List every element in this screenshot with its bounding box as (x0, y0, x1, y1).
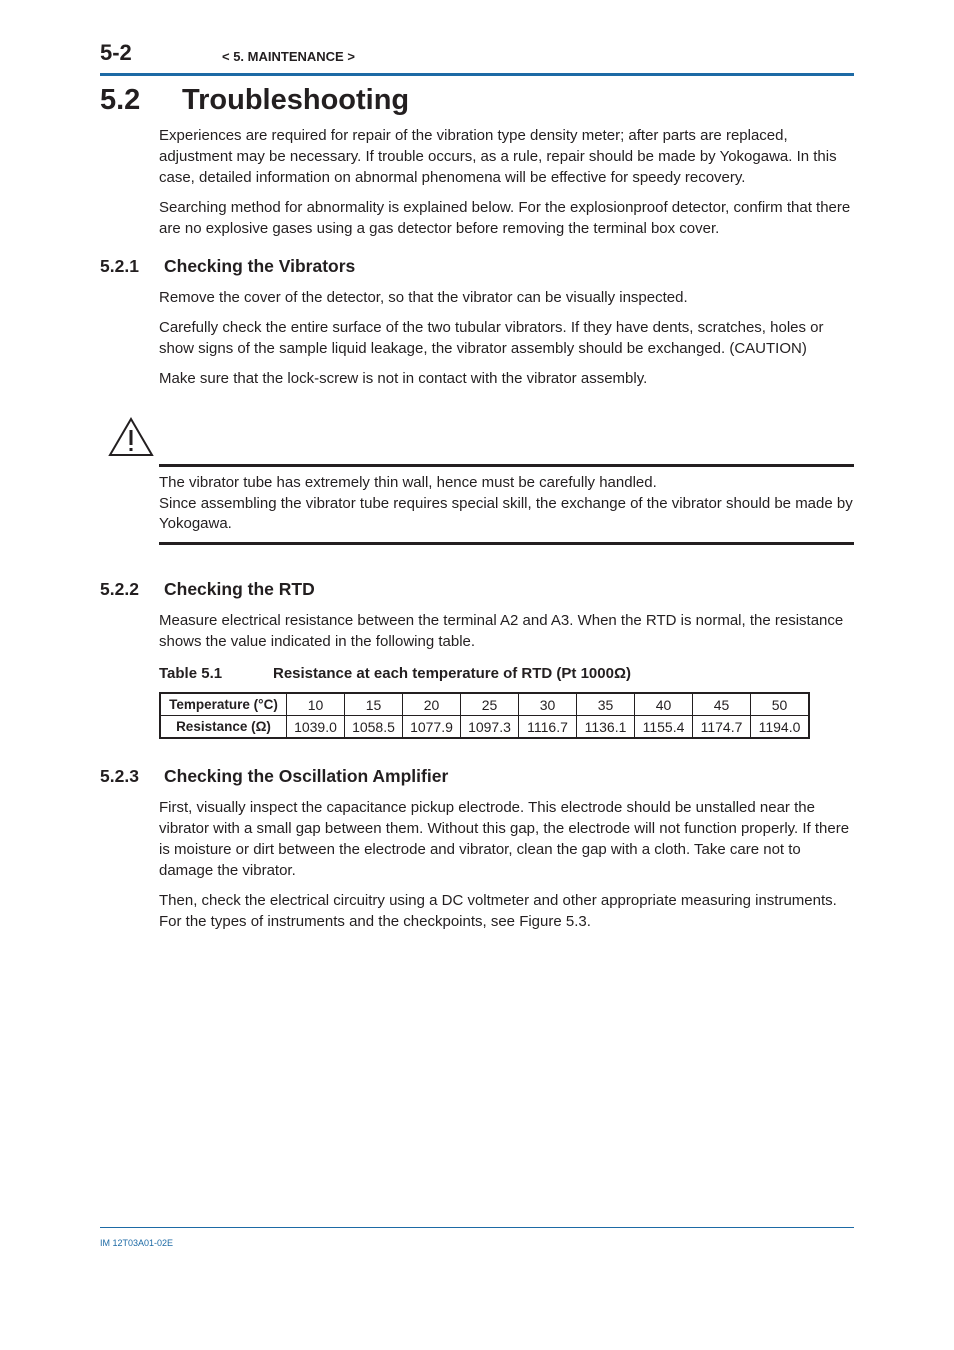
table-cell: 1155.4 (635, 716, 693, 739)
table-cell: 15 (345, 693, 403, 716)
rtd-table (159, 692, 810, 739)
subsection-heading-amplifier (100, 766, 448, 787)
paragraph: Searching method for abnormality is explained below. For the explosionproof detector, confirm that there are no explosive gases using a gas detector before removing the terminal box cover. (159, 199, 851, 237)
table-cell: 1039.0 (287, 716, 345, 739)
section-intro (159, 125, 859, 239)
row-header-resistance: Resistance (Ω) (160, 716, 287, 739)
subsection-title: Checking the RTD (164, 579, 315, 599)
table-title: Resistance at each temperature of RTD (Pt 1000Ω) (273, 665, 631, 682)
table-cell: 20 (403, 693, 461, 716)
table-cell: 1116.7 (519, 716, 577, 739)
page-number: 5-2 (100, 40, 132, 65)
subsection-heading-vibrators (100, 256, 355, 277)
subsection-title: Checking the Vibrators (164, 256, 356, 276)
table-cell: 10 (287, 693, 345, 716)
table-cell: 35 (577, 693, 635, 716)
table-cell: 1194.0 (751, 716, 810, 739)
table-cell: 1174.7 (693, 716, 751, 739)
subsection-number: 5.2.3 (100, 766, 139, 786)
paragraph: Then, check the electrical circuitry using a DC voltmeter and other appropriate measuring instruments. For the types of instruments and the checkpoints, see Figure 5.3. (159, 892, 837, 930)
header-rule (100, 73, 854, 76)
subsection-number: 5.2.1 (100, 256, 139, 276)
chapter-title: < 5. MAINTENANCE > (222, 49, 355, 64)
paragraph: Remove the cover of the detector, so that the vibrator can be visually inspected. (159, 289, 688, 306)
table-cell: 25 (461, 693, 519, 716)
subsection-heading-rtd (100, 579, 315, 600)
section-heading (100, 84, 409, 117)
section-number: 5.2 (100, 84, 141, 116)
table-row (160, 716, 809, 739)
paragraph: Carefully check the entire surface of the two tubular vibrators. If they have dents, scratches, holes or show signs of the sample liquid leakage, the vibrator assembly should be exchanged. (CAUTION) (159, 319, 824, 357)
table-cell: 1097.3 (461, 716, 519, 739)
table-cell: 30 (519, 693, 577, 716)
rtd-body (159, 610, 859, 652)
subsection-title: Checking the Oscillation Amplifier (164, 766, 449, 786)
section-title: Troubleshooting (182, 84, 410, 116)
amplifier-body (159, 797, 859, 932)
table-cell: 1058.5 (345, 716, 403, 739)
table-row (160, 693, 809, 716)
paragraph: Make sure that the lock-screw is not in contact with the vibrator assembly. (159, 370, 648, 387)
document-id: IM 12T03A01-02E (100, 1238, 174, 1248)
table-label: Table 5.1 (159, 665, 223, 682)
caution-text (159, 473, 854, 535)
caution-line: Since assembling the vibrator tube requires special skill, the exchange of the vibrator should be made by Yokogawa. (159, 494, 853, 532)
paragraph: First, visually inspect the capacitance pickup electrode. This electrode should be unstalled near the vibrator with a small gap between them. Without this gap, the electrode will not function properly. If there is moisture or dirt between the electrode and vibrator, clean the gap with a cloth. Take care not to damage the vibrator. (159, 799, 850, 879)
table-caption (159, 665, 631, 682)
paragraph: Experiences are required for repair of the vibration type density meter; after parts are replaced, adjustment may be necessary. If trouble occurs, as a rule, repair should be made by Yokogawa. In this case, detailed information on abnormal phenomena will be effective for speedy recovery. (159, 127, 837, 186)
subsection-number: 5.2.2 (100, 579, 139, 599)
table-cell: 40 (635, 693, 693, 716)
table-cell: 50 (751, 693, 810, 716)
vibrators-body (159, 287, 859, 389)
footer-rule (100, 1227, 854, 1228)
table-cell: 45 (693, 693, 751, 716)
table-cell: 1077.9 (403, 716, 461, 739)
warning-triangle-icon (107, 416, 155, 463)
paragraph: Measure electrical resistance between the terminal A2 and A3. When the RTD is normal, the resistance shows the value indicated in the following table. (159, 612, 844, 650)
caution-line: The vibrator tube has extremely thin wall, hence must be carefully handled. (159, 474, 657, 491)
table-cell: 1136.1 (577, 716, 635, 739)
caution-bottom-rule (159, 542, 854, 545)
row-header-temperature: Temperature (°C) (160, 693, 287, 716)
caution-top-rule (159, 464, 854, 467)
